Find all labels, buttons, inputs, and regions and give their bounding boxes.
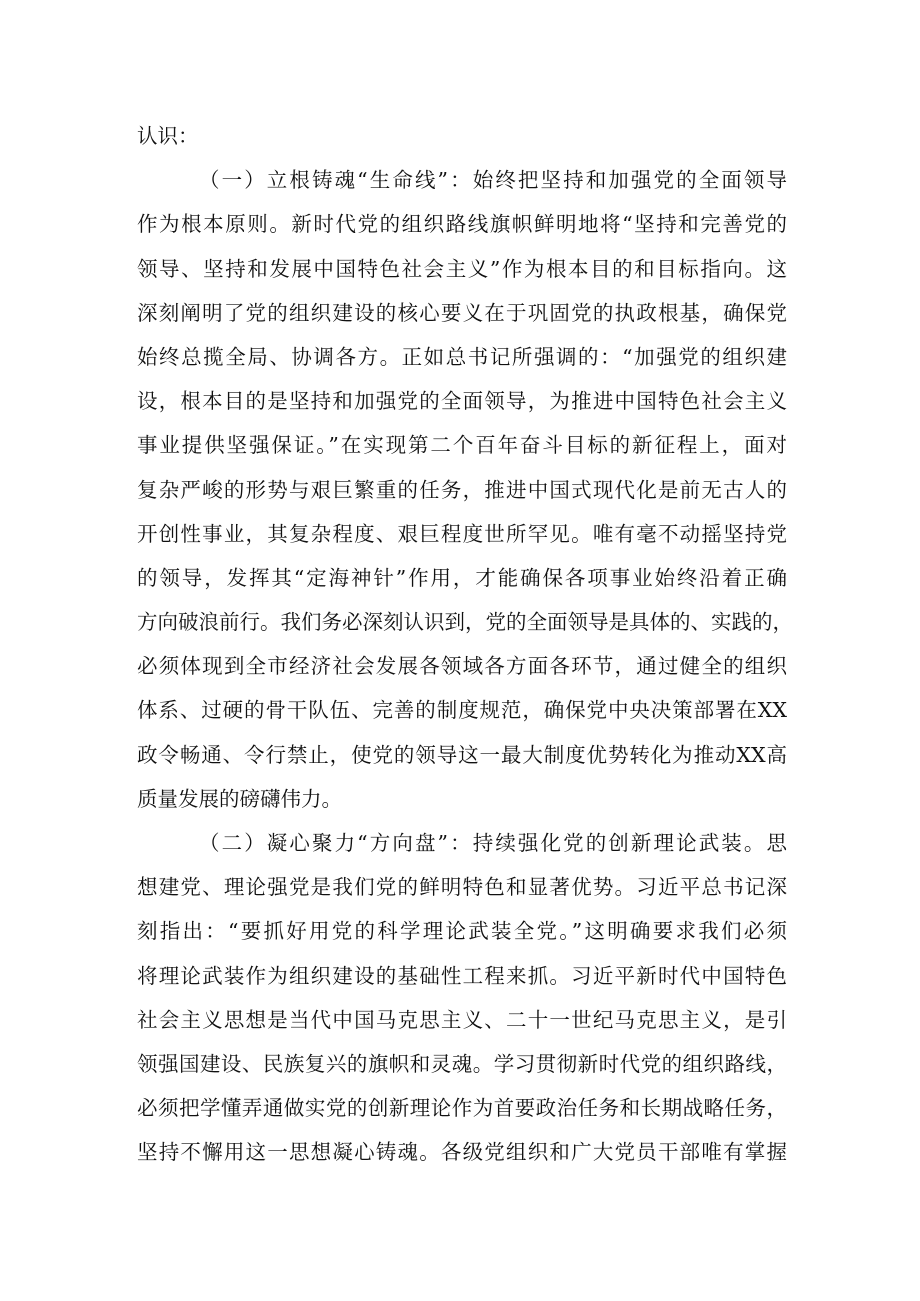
text-line: 方向破浪前行。我们务必深刻认识到，党的全面领导是具体的、实践的， [137, 610, 793, 635]
text-line: 领强国建设、民族复兴的旗帜和灵魂。学习贯彻新时代党的组织路线， [137, 1051, 787, 1076]
text-line: 始终总揽全局、协调各方。正如总书记所强调的：“加强党的组织建 [137, 344, 787, 369]
text-line: 坚持不懈用这一思想凝心铸魂。各级党组织和广大党员干部唯有掌握 [137, 1140, 787, 1165]
text-line: 必须把学懂弄通做实党的创新理论作为首要政治任务和长期战略任务， [137, 1096, 787, 1121]
text-line: 深刻阐明了党的组织建设的核心要义在于巩固党的执政根基，确保党 [137, 300, 787, 325]
text-line: 社会主义思想是当代中国马克思主义、二十一世纪马克思主义，是引 [137, 1007, 787, 1032]
text-line: 必须体现到全市经济社会发展各领域各方面各环节，通过健全的组织 [137, 654, 787, 679]
text-line: 认识： [137, 124, 199, 148]
text-line: 体系、过硬的骨干队伍、完善的制度规范，确保党中央决策部署在XX [137, 698, 787, 723]
paragraph-heading-line: （一）立根铸魂“生命线”：始终把坚持和加强党的全面领导 [199, 168, 787, 193]
document-body [137, 114, 793, 1175]
text-line: 质量发展的磅礴伟力。 [137, 786, 342, 811]
text-line: 想建党、理论强党是我们党的鲜明特色和显著优势。习近平总书记深 [137, 875, 787, 900]
text-line: 复杂严峻的形势与艰巨繁重的任务，推进中国式现代化是前无古人的 [137, 477, 787, 502]
text-line: 领导、坚持和发展中国特色社会主义”作为根本目的和目标指向。这 [137, 256, 787, 281]
text-line: 开创性事业，其复杂程度、艰巨程度世所罕见。唯有毫不动摇坚持党 [137, 521, 787, 546]
text-line: 刻指出：“要抓好用党的科学理论武装全党。”这明确要求我们必须 [137, 919, 787, 944]
paragraph-heading-line: （二）凝心聚力“方向盘”：持续强化党的创新理论武装。思 [199, 831, 787, 855]
text-line: 政令畅通、令行禁止，使党的领导这一最大制度优势转化为推动XX高 [137, 742, 787, 767]
text-line: 的领导，发挥其“定海神针”作用，才能确保各项事业始终沿着正确 [137, 565, 787, 590]
text-line: 事业提供坚强保证。”在实现第二个百年奋斗目标的新征程上，面对 [137, 433, 787, 458]
text-line: 作为根本原则。新时代党的组织路线旗帜鲜明地将“坚持和完善党的 [137, 212, 787, 237]
text-line: 将理论武装作为组织建设的基础性工程来抓。习近平新时代中国特色 [137, 963, 787, 988]
text-line: 设，根本目的是坚持和加强党的全面领导，为推进中国特色社会主义 [137, 389, 787, 414]
